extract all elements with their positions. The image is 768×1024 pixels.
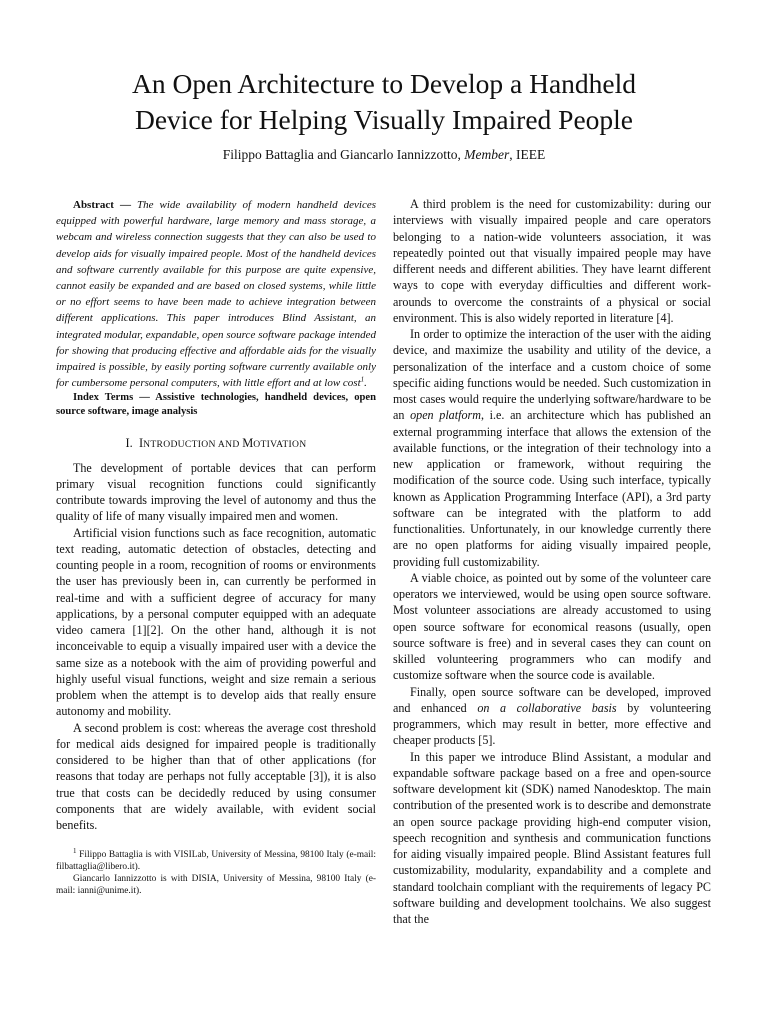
footnote-mark: 1 (73, 847, 77, 856)
section-cap-2: M (242, 436, 254, 451)
paragraph (393, 326, 711, 570)
index-terms: Index Terms — Assistive technologies, handheld devices, open source software, image analysis (56, 392, 376, 418)
paragraph: A second problem is cost: whereas the average cost threshold for medical aids designed for impaired people is traditionally considered to be higher than that of other applications (for reasons that today are perhaps not fully acceptable [3]), it is also true that costs can be decidedly reduced by using consumer components that are widely available, with evident social benefits. (56, 720, 376, 833)
paper-title (0, 66, 768, 138)
author-member: Member (464, 147, 510, 162)
left-column (56, 197, 376, 897)
text-run: In order to optimize the interaction of the user with the aiding device, and maximize the usability and utility of the device, a personalization of the interface and a custom choice of some specific aiding functions would be needed. Such customization in most cases would require the underlying software/hardware to be an (393, 327, 711, 423)
intro-body (56, 460, 376, 834)
paragraph (393, 684, 711, 749)
emphasis: open platform (410, 408, 481, 423)
emphasis: on a collaborative basis (477, 700, 617, 715)
abstract-footnote-mark: 1 (360, 375, 365, 384)
paragraph: A viable choice, as pointed out by some of the volunteer care operators we interviewed, would be using open source software. Most volunteer associations are already accustomed to using open source software for economical reasons (usually, open source software is free) and in several cases they can count on skilled volunteering programmers who can modify and customize software when the source code is available. (393, 570, 711, 683)
abstract-end: . (364, 377, 367, 390)
footnote-text-1: Filippo Battaglia is with VISILab, University of Messina, 98100 Italy (e-mail: filbattaglia@libero.it). (56, 850, 376, 873)
footnote-line-2: Giancarlo Iannizzotto is with DISIA, University of Messina, 98100 Italy (e-mail: ianni@unime.it). (56, 874, 376, 897)
section-rest-2: OTIVATION (253, 439, 307, 451)
footnote (56, 849, 376, 897)
paragraph: In this paper we introduce Blind Assistant, a modular and expandable software package based on a free and open-source software development kit (SDK) named Nanodesktop. The main contribution of the presented work is to describe and demonstrate an open source package providing high-end computer vision, speech recognition and synthesis and communication functions for aiding visually impaired people. Blind Assistant features full customizability, modularity, expandability and a complete and standard toolchain compliant with the requirements of legacy PC software building and development toolchains. We also suggest that the (393, 749, 711, 926)
paragraph: Artificial vision functions such as face recognition, automatic text reading, automatic detection of obstacles, detecting and counting people in a room, recognition of rooms or environments the user has previously been in, can currently be performed in real-time and with a sufficient degree of accuracy for many applications, by a personal computer equipped with an adequate video camera [1][2]. On the other hand, although it is not inconceivable to equip a visually impaired user with a device the same size as a notebook with the aim of providing powerful and highly useful visual functions, weight and size remain a serious problem when the attempt is to develop aids that really ensure autonomy and mobility. (56, 525, 376, 719)
text-run: by volunteering programmers, which may result in better, more effective and cheaper products [5]. (393, 700, 712, 748)
section-numeral: I. (125, 436, 133, 451)
section-cap-1: I (138, 436, 144, 451)
title-line-2: Device for Helping Visually Impaired People (134, 104, 634, 135)
section-rest-1: NTRODUCTION AND (143, 439, 243, 451)
footnote-line-1 (56, 849, 376, 873)
text-run: Finally, open source software can be developed, improved and enhanced (393, 684, 711, 715)
text-run: , i.e. an architecture which has published an external programming interface that allows the extension of the available functions, or the integration of their technology into a new application or framework, without requiring the modification of the source code. Using such interface, typically known as Application Programming Interface (API), a 3rd party software can be integrated with the platform to add functionalities. Unfortunately, in our knowledge currently there are no open platforms for aiding visually impaired people, providing full customizability. (393, 408, 711, 569)
author-names: Filippo Battaglia and Giancarlo Iannizzotto, (222, 147, 465, 162)
title-line-1: An Open Architecture to Develop a Handheld (132, 68, 636, 99)
abstract-body: The wide availability of modern handheld devices equipped with powerful hardware, large memory and mass storage, a webcam and wireless connection suggests that they can also be used to develop aids for visually impaired people. Most of the handheld devices and software currently available for this purpose are quite expensive, cannot easily be expanded and are based on closed systems, while little or no effort seems to have been made to achieve integration between different applications. This paper introduces Blind Assistant, an integrated modular, expandable, open source software package intended for showing that producing effective and affordable aids for the visually impaired is possible, by easily porting software currently available only for cumbersome personal computers, with little effort and at low cost (56, 199, 376, 390)
abstract (56, 197, 376, 391)
paragraph: A third problem is the need for customizability: during our interviews with visually impaired people and care operators belonging to a nation-wide volunteers association, it was repeatedly pointed out that visually impaired people may have different needs and different abilities. They have learnt different ways to cope with everyday difficulties and different work-arounds to overcome the constraints of a physical or social environment. This is also widely reported in literature [4]. (393, 197, 711, 325)
author-line (0, 147, 768, 163)
abstract-lead: Abstract — (73, 199, 131, 211)
author-org: , IEEE (509, 147, 546, 162)
right-column (393, 196, 711, 927)
paragraph: The development of portable devices that can perform primary visual recognition functions could significantly contribute towards improving the level of autonomy and thus the quality of life of many visually impaired men and women. (56, 460, 376, 524)
section-heading-1 (56, 435, 376, 453)
